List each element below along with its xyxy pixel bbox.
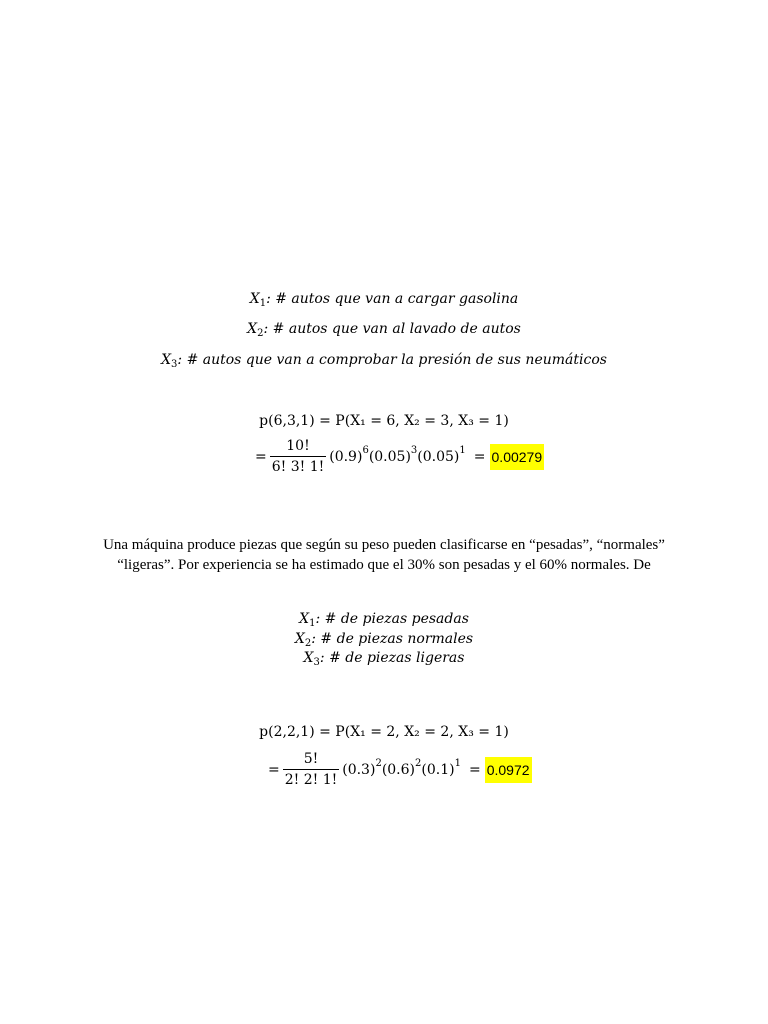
factor-exponent: 3 — [410, 445, 418, 456]
factor-exponent: 1 — [454, 758, 461, 769]
factor-base: (0.3) — [342, 761, 376, 778]
equals-sign: = — [473, 448, 486, 465]
factor-base: (0.05) — [417, 448, 460, 465]
fraction-denominator: 2! 2! 1! — [283, 769, 340, 788]
problem-text-line-1: Una máquina produce piezas que según su peso pueden clasificarse en “pesadas”, “normales” — [103, 537, 665, 553]
probability-statement-2: p(2,2,1) = P(X₁ = 2, X₂ = 2, X₃ = 1) — [259, 724, 509, 740]
equals-sign: = — [468, 761, 481, 778]
factor-exponent: 2 — [415, 758, 422, 769]
definition-x2-normales: $X_2$: # de piezas normales — [294, 631, 474, 649]
fraction-numerator: 5! — [303, 751, 319, 767]
highlighted-result: 0.00279 — [490, 444, 545, 470]
definition-x1-gasolina: $X_1$: # autos que van a cargar gasolina — [249, 291, 519, 309]
fraction-denominator: 6! 3! 1! — [270, 456, 327, 475]
multinomial-formula-2 — [268, 751, 532, 788]
fraction-numerator: 10! — [286, 438, 310, 454]
factor-base: (0.05) — [368, 448, 411, 465]
factor-exponent: 6 — [362, 445, 369, 456]
factor-base: (0.1) — [421, 761, 455, 778]
definition-x3-ligeras: $X_3$: # de piezas ligeras — [303, 650, 465, 668]
highlighted-result: 0.0972 — [485, 757, 532, 783]
problem-text-line-2: “ligeras”. Por experiencia se ha estimado que el 30% son pesadas y el 60% normales. De — [117, 557, 651, 573]
fraction — [283, 751, 340, 788]
equals-sign: = — [255, 448, 267, 465]
factor-base: (0.9) — [329, 448, 363, 465]
definition-x2-lavado: $X_2$: # autos que van al lavado de autos — [247, 321, 521, 339]
factor-exponent: 2 — [375, 758, 382, 769]
multinomial-formula-1 — [255, 438, 544, 475]
definition-x1-pesadas: $X_1$: # de piezas pesadas — [299, 611, 469, 629]
probability-statement-1: p(6,3,1) = P(X₁ = 6, X₂ = 3, X₃ = 1) — [259, 413, 509, 429]
fraction — [270, 438, 327, 475]
equals-sign: = — [268, 761, 280, 778]
definition-x3-presion: $X_3$: # autos que van a comprobar la presión de sus neumáticos — [161, 352, 607, 370]
factor-base: (0.6) — [381, 761, 416, 778]
factor-exponent: 1 — [459, 445, 466, 456]
